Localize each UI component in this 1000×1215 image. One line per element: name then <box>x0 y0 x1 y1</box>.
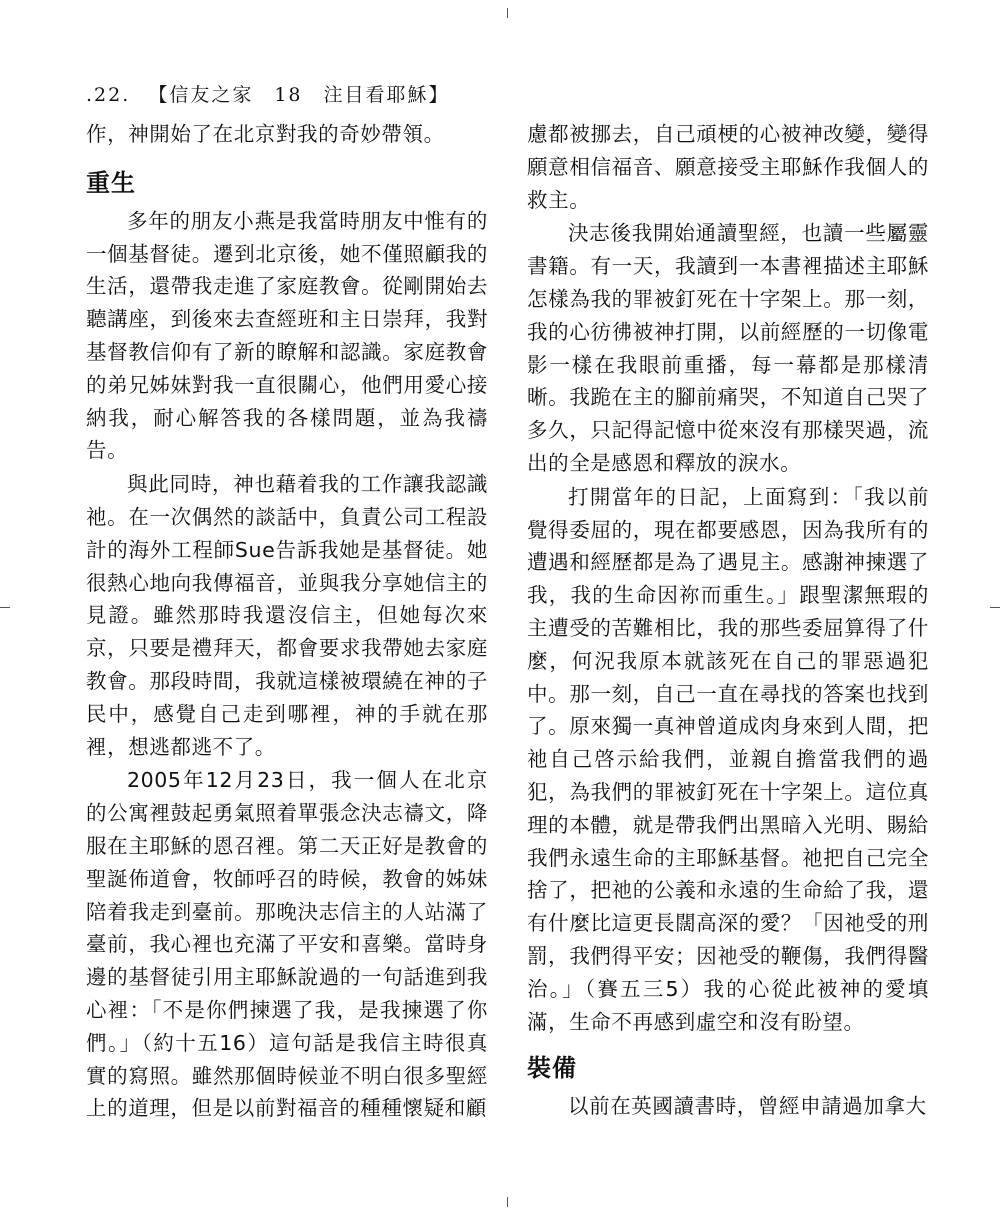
crop-mark <box>507 8 508 18</box>
crop-mark <box>990 607 1000 608</box>
continued-paragraph: 作，神開始了在北京對我的奇妙帶領。 <box>86 122 445 146</box>
paragraph: 以前在英國讀書時，曾經申請過加拿大 <box>568 1094 927 1119</box>
paragraph: 決志後我開始通讀聖經，也讀一些屬靈書籍。有一天，我讀到一本書裡描述主耶穌怎樣為我的罪被釘死在十字架上。那一刻，我的心彷彿被神打開，以前經歷的一切像電影一樣在我眼前重播，每一幕都是那樣清晰。我跪在主的腳前痛哭，不知道自己哭了多久，只記得記憶中從來沒有那樣哭過，流出的全是感恩和釋放的淚水。 <box>527 221 929 475</box>
paragraph: 多年的朋友小燕是我當時朋友中惟有的一個基督徒。遷到北京後，她不僅照顧我的生活，還帶我走進了家庭教會。從剛開始去聽講座，到後來去查經班和主日崇拜，我對基督教信仰有了新的瞭解和認識。家庭教會的弟兄姊妹對我一直很關心，他們用愛心接納我，耐心解答我的各樣問題，並為我禱告。 <box>86 208 488 463</box>
page-number: .22. <box>86 84 131 106</box>
section-heading-rebirth: 重生 <box>86 168 136 197</box>
paragraph: 與此同時，神也藉着我的工作讓我認識祂。在一次偶然的談話中，負責公司工程設計的海外工程師Sue告訴我她是基督徒。她很熱心地向我傳福音，並與我分享她信主的見證。雖然那時我還沒信主，但她每次來京，只要是禮拜天，都會要求我帶她去家庭教會。那段時間，我就這樣被環繞在神的子民中，感覺自己走到哪裡，神的手就在那裡，想逃都逃不了。 <box>86 472 488 759</box>
right-column <box>527 118 929 1123</box>
paragraph: 2005年12月23日，我一個人在北京的公寓裡鼓起勇氣照着單張念決志禱文，降服在主耶穌的恩召裡。第二天正好是教會的聖誕佈道會，牧師呼召的時候，教會的姊妹陪着我走到臺前。那晚決志信主的人站滿了臺前，我心裡也充滿了平安和喜樂。當時身邊的基督徒引用主耶穌說過的一句話進到我心裡：「不是你們揀選了我，是我揀選了你們。」（約十五16）這句話是我信主時很真實的寫照。雖然那個時候並不明白很多聖經上的道理，但是以前對福音的種種懷疑和顧 <box>86 768 488 1121</box>
section-heading-equipping: 裝備 <box>527 1054 577 1083</box>
publication-title: 【信友之家 18 注目看耶穌】 <box>148 84 450 106</box>
crop-mark <box>507 1197 508 1207</box>
running-header <box>86 80 460 107</box>
continued-paragraph: 慮都被挪去，自己頑梗的心被神改變，變得願意相信福音、願意接受主耶穌作我個人的救主。 <box>527 122 929 212</box>
left-column <box>86 118 488 1125</box>
paragraph: 打開當年的日記，上面寫到：「我以前覺得委屈的，現在都要感恩，因為我所有的遭遇和經歷都是為了遇見主。感謝神揀選了我，我的生命因祢而重生。」跟聖潔無瑕的主遭受的苦難相比，我的那些委屈算得了什麼，何況我原本就該死在自己的罪惡過犯中。那一刻，自己一直在尋找的答案也找到了。原來獨一真神曾道成肉身來到人間，把祂自己啓示給我們，並親自擔當我們的過犯，為我們的罪被釘死在十字架上。這位真理的本體，就是帶我們出黑暗入光明、賜給我們永遠生命的主耶穌基督。祂把自己完全捨了，把祂的公義和永遠的生命給了我，還有什麼比這更長闊高深的愛？「因祂受的刑罰，我們得平安；因祂受的鞭傷，我們得醫治。」（賽五三5）我的心從此被神的愛填滿，生命不再感到虛空和沒有盼望。 <box>527 484 929 1034</box>
crop-mark <box>0 607 10 608</box>
